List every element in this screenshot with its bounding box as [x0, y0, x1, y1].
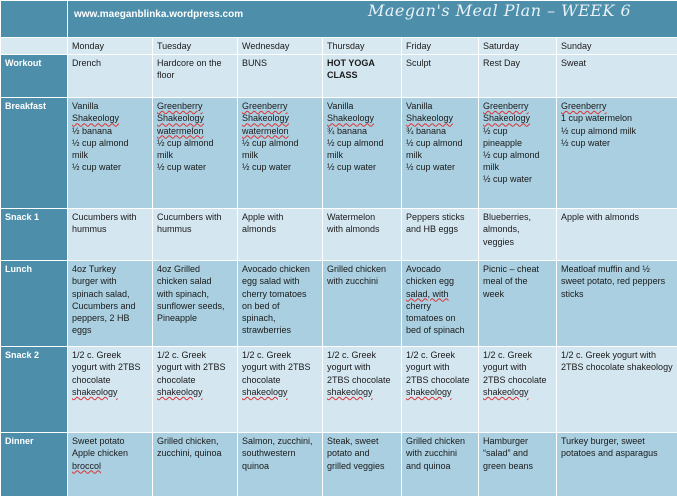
cell-line: Avocado — [406, 264, 441, 275]
cell-line: ½ cup almond — [157, 137, 214, 148]
cell-line: week — [483, 288, 505, 299]
cell-line: ½ cup water — [157, 162, 207, 173]
cell-line: Hamburger — [483, 436, 529, 447]
cell-line: Avocado chicken — [242, 264, 310, 275]
cell-line: 1/2 c. Greek — [327, 350, 377, 361]
cell-line: 1/2 c. Greek — [72, 350, 122, 361]
cell-workout-friday — [402, 55, 479, 98]
cell-lunch-friday — [402, 261, 479, 347]
row-snack-2 — [1, 347, 677, 433]
cell-line: meal of the — [483, 276, 528, 287]
cell-line: milk — [157, 150, 173, 161]
banner-row — [1, 1, 677, 38]
cell-line: Rest Day — [483, 58, 521, 69]
cell-line: Watermelon — [327, 212, 376, 223]
day-header-saturday: Saturday — [479, 38, 557, 55]
cell-line: Greenberry — [561, 101, 607, 112]
cell-line: ½ cup water — [561, 137, 611, 148]
cell-line: 2TBS chocolate — [327, 374, 391, 385]
cell-line: potato and — [327, 448, 370, 459]
cell-line: with spinach, — [157, 288, 210, 299]
cell-dinner-sunday — [557, 433, 677, 497]
cell-line: almonds — [242, 224, 277, 235]
cell-line: strawberries — [242, 325, 292, 336]
cell-line: yogurt with — [483, 362, 527, 373]
cell-workout-wednesday — [238, 55, 323, 98]
blog-url[interactable]: www.maeganblinka.wordpress.com — [74, 9, 244, 20]
cell-line: ½ cup almond milk — [561, 125, 637, 136]
cell-line: Greenberry — [242, 101, 288, 112]
cell-line: shakeology — [157, 386, 203, 397]
cell-line: watermelon — [242, 125, 289, 136]
cell-breakfast-monday — [68, 98, 153, 209]
cell-dinner-saturday — [479, 433, 557, 497]
day-header-row — [1, 38, 677, 55]
row-label-snack-1: Snack 1 — [1, 209, 68, 261]
cell-workout-saturday — [479, 55, 557, 98]
cell-line: Sweet potato — [72, 436, 125, 447]
cell-line: Cucumbers with — [157, 212, 222, 223]
cell-line: yogurt with 2TBS — [157, 362, 226, 373]
cell-lunch-thursday — [323, 261, 402, 347]
cell-line: spinach, — [242, 313, 276, 324]
cell-workout-tuesday — [153, 55, 238, 98]
cell-line: Shakeology — [157, 113, 205, 124]
banner — [68, 1, 677, 38]
cell-line: ½ cup almond — [327, 137, 384, 148]
cell-line: and quinoa — [406, 460, 451, 471]
cell-line: Cucumbers and — [72, 300, 136, 311]
cell-line: sweet potato, red peppers — [561, 276, 666, 287]
row-dinner — [1, 433, 677, 497]
cell-line: ¾ banana — [327, 125, 368, 136]
cell-snack-1-wednesday — [238, 209, 323, 261]
day-header-monday: Monday — [68, 38, 153, 55]
cell-line: ½ cup almond — [406, 137, 463, 148]
cell-line: Greenberry — [483, 101, 529, 112]
cell-line: HOT YOGA — [327, 58, 375, 69]
cell-dinner-friday — [402, 433, 479, 497]
cell-line: pineapple — [483, 137, 523, 148]
cell-line: Grilled chicken — [327, 264, 387, 275]
cell-line: bed of spinach — [406, 325, 465, 336]
cell-line: Sweat — [561, 58, 587, 69]
cell-snack-1-thursday — [323, 209, 402, 261]
cell-line: shakeology — [406, 386, 452, 397]
day-header-wednesday: Wednesday — [238, 38, 323, 55]
cell-breakfast-friday — [402, 98, 479, 209]
cell-line: ½ cup water — [242, 162, 292, 173]
cell-line: Hardcore on the — [157, 58, 222, 69]
cell-workout-thursday — [323, 55, 402, 98]
cell-line: milk — [406, 150, 422, 161]
cell-line: floor — [157, 70, 175, 81]
cell-line: Drench — [72, 58, 102, 69]
cell-line: chocolate — [72, 374, 111, 385]
cell-line: Shakeology — [327, 113, 375, 124]
cell-line: Apple chicken — [72, 448, 129, 459]
cell-line: southwestern — [242, 448, 296, 459]
cell-line: CLASS — [327, 70, 358, 81]
row-label-snack-2: Snack 2 — [1, 347, 68, 433]
cell-lunch-wednesday — [238, 261, 323, 347]
cell-line: Vanilla — [327, 101, 354, 112]
cell-breakfast-saturday — [479, 98, 557, 209]
cell-line: Apple with almonds — [561, 212, 640, 223]
cell-lunch-monday — [68, 261, 153, 347]
cell-line: egg salad with — [242, 276, 300, 287]
cell-snack-1-monday — [68, 209, 153, 261]
cell-line: yogurt with 2TBS — [242, 362, 311, 373]
cell-line: zucchini, quinoa — [157, 448, 222, 459]
cell-line: Vanilla — [72, 101, 99, 112]
cell-line: yogurt with 2TBS — [72, 362, 141, 373]
day-header-blank — [1, 38, 68, 55]
cell-line: Sculpt — [406, 58, 432, 69]
cell-lunch-sunday — [557, 261, 677, 347]
cell-line: ½ cup water — [483, 174, 533, 185]
cell-breakfast-tuesday — [153, 98, 238, 209]
cell-line: milk — [72, 150, 88, 161]
cell-line: milk — [242, 150, 258, 161]
row-workout — [1, 55, 677, 98]
cell-line: Shakeology — [483, 113, 531, 124]
cell-line: Shakeology — [72, 113, 120, 124]
cell-line: “salad” and — [483, 448, 529, 459]
cell-line: green beans — [483, 460, 534, 471]
cell-line: hummus — [72, 224, 107, 235]
cell-line: milk — [483, 162, 499, 173]
cell-snack-1-sunday — [557, 209, 677, 261]
cell-line: sunflower seeds, — [157, 300, 225, 311]
cell-line: Shakeology — [406, 113, 454, 124]
day-header-thursday: Thursday — [323, 38, 402, 55]
day-header-sunday: Sunday — [557, 38, 677, 55]
cell-line: peppers, 2 HB — [72, 313, 130, 324]
cell-line: potatoes and asparagus — [561, 448, 658, 459]
cell-line: tomatoes on — [406, 313, 456, 324]
cell-line: with almonds — [327, 224, 380, 235]
cell-dinner-monday — [68, 433, 153, 497]
cell-snack-1-saturday — [479, 209, 557, 261]
cell-line: Blueberries, — [483, 212, 532, 223]
cell-dinner-wednesday — [238, 433, 323, 497]
row-label-breakfast: Breakfast — [1, 98, 68, 209]
cell-line: Cucumbers with — [72, 212, 137, 223]
cell-line: watermelon — [157, 125, 204, 136]
cell-line: 1/2 c. Greek yogurt with — [561, 350, 657, 361]
cell-line: milk — [327, 150, 343, 161]
cell-line: shakeology — [483, 386, 529, 397]
cell-workout-sunday — [557, 55, 677, 98]
cell-workout-monday — [68, 55, 153, 98]
cell-line: shakeology — [72, 386, 118, 397]
cell-line: ½ cup water — [72, 162, 122, 173]
cell-line: chocolate — [157, 374, 196, 385]
cell-line: sticks — [561, 288, 584, 299]
cell-line: 2TBS chocolate — [483, 374, 547, 385]
cell-snack-2-sunday — [557, 347, 677, 433]
cell-breakfast-wednesday — [238, 98, 323, 209]
cell-line: 1/2 c. Greek — [483, 350, 533, 361]
row-lunch — [1, 261, 677, 347]
cell-line: with zucchini — [406, 448, 458, 459]
cell-line: chicken egg — [406, 276, 455, 287]
cell-line: Steak, sweet — [327, 436, 379, 447]
page-title: Maegan's Meal Plan – WEEK 6 — [368, 1, 632, 20]
cell-line: with zucchini — [327, 276, 379, 287]
cell-line: cherry — [406, 300, 432, 311]
cell-dinner-tuesday — [153, 433, 238, 497]
cell-line: Picnic – cheat — [483, 264, 540, 275]
cell-line: and HB eggs — [406, 224, 459, 235]
cell-line: yogurt with — [327, 362, 371, 373]
cell-breakfast-sunday — [557, 98, 677, 209]
cell-line: Salmon, zucchini, — [242, 436, 313, 447]
cell-snack-2-monday — [68, 347, 153, 433]
cell-lunch-tuesday — [153, 261, 238, 347]
cell-line: ½ cup almond — [242, 137, 299, 148]
cell-line: ½ cup — [483, 125, 508, 136]
day-header-tuesday: Tuesday — [153, 38, 238, 55]
cell-line: shakeology — [327, 386, 373, 397]
row-label-lunch: Lunch — [1, 261, 68, 347]
cell-snack-2-friday — [402, 347, 479, 433]
cell-line: ¾ banana — [406, 125, 447, 136]
cell-line: eggs — [72, 325, 92, 336]
cell-line: 1 cup watermelon — [561, 113, 633, 124]
cell-snack-1-friday — [402, 209, 479, 261]
cell-line: quinoa — [242, 460, 270, 471]
cell-line: 2TBS chocolate shakeology — [561, 362, 673, 373]
day-header-friday: Friday — [402, 38, 479, 55]
cell-line: shakeology — [242, 386, 288, 397]
cell-line: cherry tomatoes — [242, 288, 307, 299]
cell-line: salad, with — [406, 288, 449, 299]
cell-line: ½ banana — [72, 125, 113, 136]
cell-line: ½ cup almond — [483, 150, 540, 161]
cell-line: Shakeology — [242, 113, 290, 124]
cell-snack-2-tuesday — [153, 347, 238, 433]
cell-line: Grilled chicken — [406, 436, 466, 447]
cell-line: 1/2 c. Greek — [242, 350, 292, 361]
cell-line: 1/2 c. Greek — [406, 350, 456, 361]
cell-line: BUNS — [242, 58, 268, 69]
row-label-workout: Workout — [1, 55, 68, 98]
cell-snack-1-tuesday — [153, 209, 238, 261]
cell-line: ½ cup almond — [72, 137, 129, 148]
cell-line: spinach salad, — [72, 288, 130, 299]
cell-line: grilled veggies — [327, 460, 385, 471]
cell-lunch-saturday — [479, 261, 557, 347]
cell-line: chocolate — [242, 374, 281, 385]
cell-line: yogurt with — [406, 362, 450, 373]
cell-snack-2-wednesday — [238, 347, 323, 433]
cell-snack-2-thursday — [323, 347, 402, 433]
cell-line: on bed of — [242, 300, 280, 311]
cell-line: chicken salad — [157, 276, 212, 287]
cell-dinner-thursday — [323, 433, 402, 497]
cell-line: broccol — [72, 460, 102, 471]
row-breakfast — [1, 98, 677, 209]
cell-snack-2-saturday — [479, 347, 557, 433]
row-snack-1 — [1, 209, 677, 261]
cell-line: 4oz Turkey — [72, 264, 117, 275]
cell-line: ½ cup water — [327, 162, 377, 173]
cell-line: almonds, — [483, 224, 520, 235]
cell-line: burger with — [72, 276, 117, 287]
cell-line: veggies — [483, 236, 515, 247]
cell-line: Turkey burger, sweet — [561, 436, 645, 447]
cell-line: Peppers sticks — [406, 212, 465, 223]
row-label-dinner: Dinner — [1, 433, 68, 497]
cell-breakfast-thursday — [323, 98, 402, 209]
cell-line: Vanilla — [406, 101, 433, 112]
corner-cell — [1, 1, 68, 38]
cell-line: 2TBS chocolate — [406, 374, 470, 385]
cell-line: Pineapple — [157, 313, 198, 324]
cell-line: Grilled chicken, — [157, 436, 219, 447]
cell-line: 4oz Grilled — [157, 264, 201, 275]
cell-line: Apple with — [242, 212, 284, 223]
cell-line: 1/2 c. Greek — [157, 350, 207, 361]
cell-line: Meatloaf muffin and ½ — [561, 264, 650, 275]
cell-line: Greenberry — [157, 101, 203, 112]
cell-line: hummus — [157, 224, 192, 235]
cell-line: ½ cup water — [406, 162, 456, 173]
